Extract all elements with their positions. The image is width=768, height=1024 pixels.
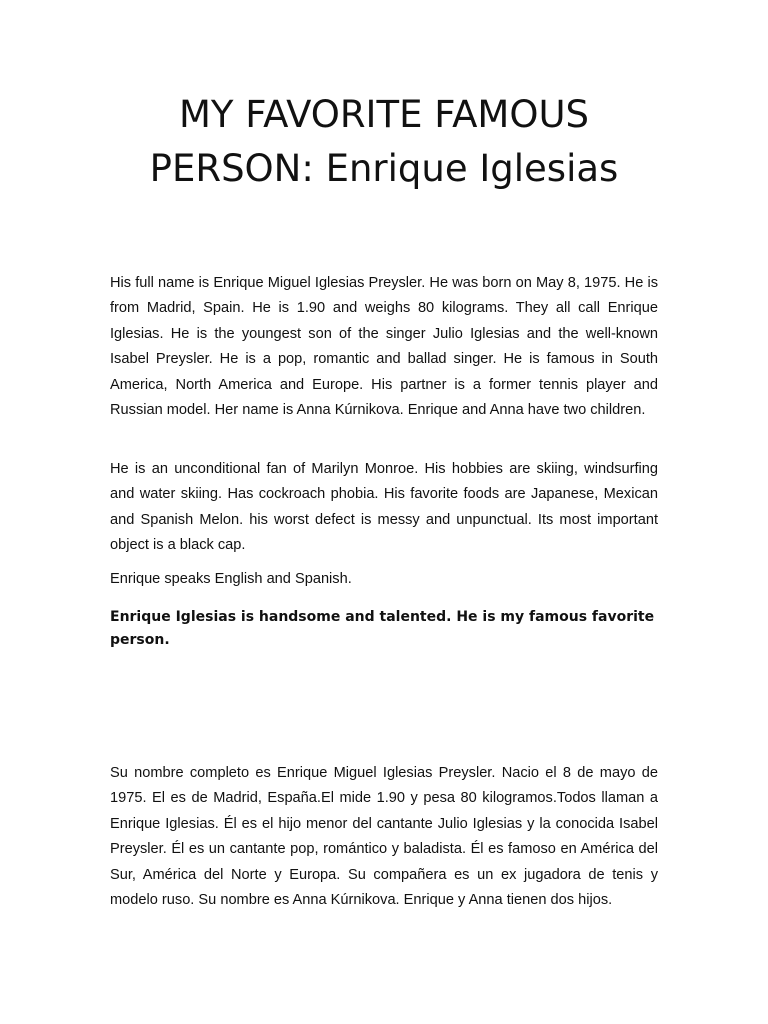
paragraph-conclusion: Enrique Iglesias is handsome and talented. He is my famous favorite person. xyxy=(110,609,655,648)
page-title-line-2: PERSON: Enrique Iglesias xyxy=(149,147,619,190)
paragraph-languages: Enrique speaks English and Spanish. xyxy=(110,571,352,587)
paragraph-biography: His full name is Enrique Miguel Iglesias Preysler. He was born on May 8, 1975. He is from Madrid, Spain. He is 1.90 and weighs 80 kilograms. They all call Enrique Iglesias. He is the youngest son of the singer Julio Iglesias and the well-known Isabel Preysler. He is a pop, romantic and ballad singer. He is famous in South America, North America and Europe. His partner is a former tennis player and Russian model. Her name is Anna Kúrnikova. Enrique and Anna have two children. xyxy=(110,275,658,419)
page-title xyxy=(0,88,768,196)
paragraph-spanish: Su nombre completo es Enrique Miguel Iglesias Preysler. Nacio el 8 de mayo de 1975. El es de Madrid, España.El mide 1.90 y pesa 80 kilogramos.Todos llaman a Enrique Iglesias. Él es el hijo menor del cantante Julio Iglesias y la conocida Isabel Preysler. Él es un cantante pop, romántico y baladista. Él es famoso en América del Sur, América del Norte y Europa. Su compañera es un ex jugadora de tenis y modelo ruso. Su nombre es Anna Kúrnikova. Enrique y Anna tienen dos hijos. xyxy=(110,765,658,909)
page-title-line-1: MY FAVORITE FAMOUS xyxy=(178,93,590,136)
paragraph-hobbies: He is an unconditional fan of Marilyn Monroe. His hobbies are skiing, windsurfing and water skiing. Has cockroach phobia. His favorite foods are Japanese, Mexican and Spanish Melon. his worst defect is messy and unpunctual. Its most important object is a black cap. xyxy=(110,461,658,554)
